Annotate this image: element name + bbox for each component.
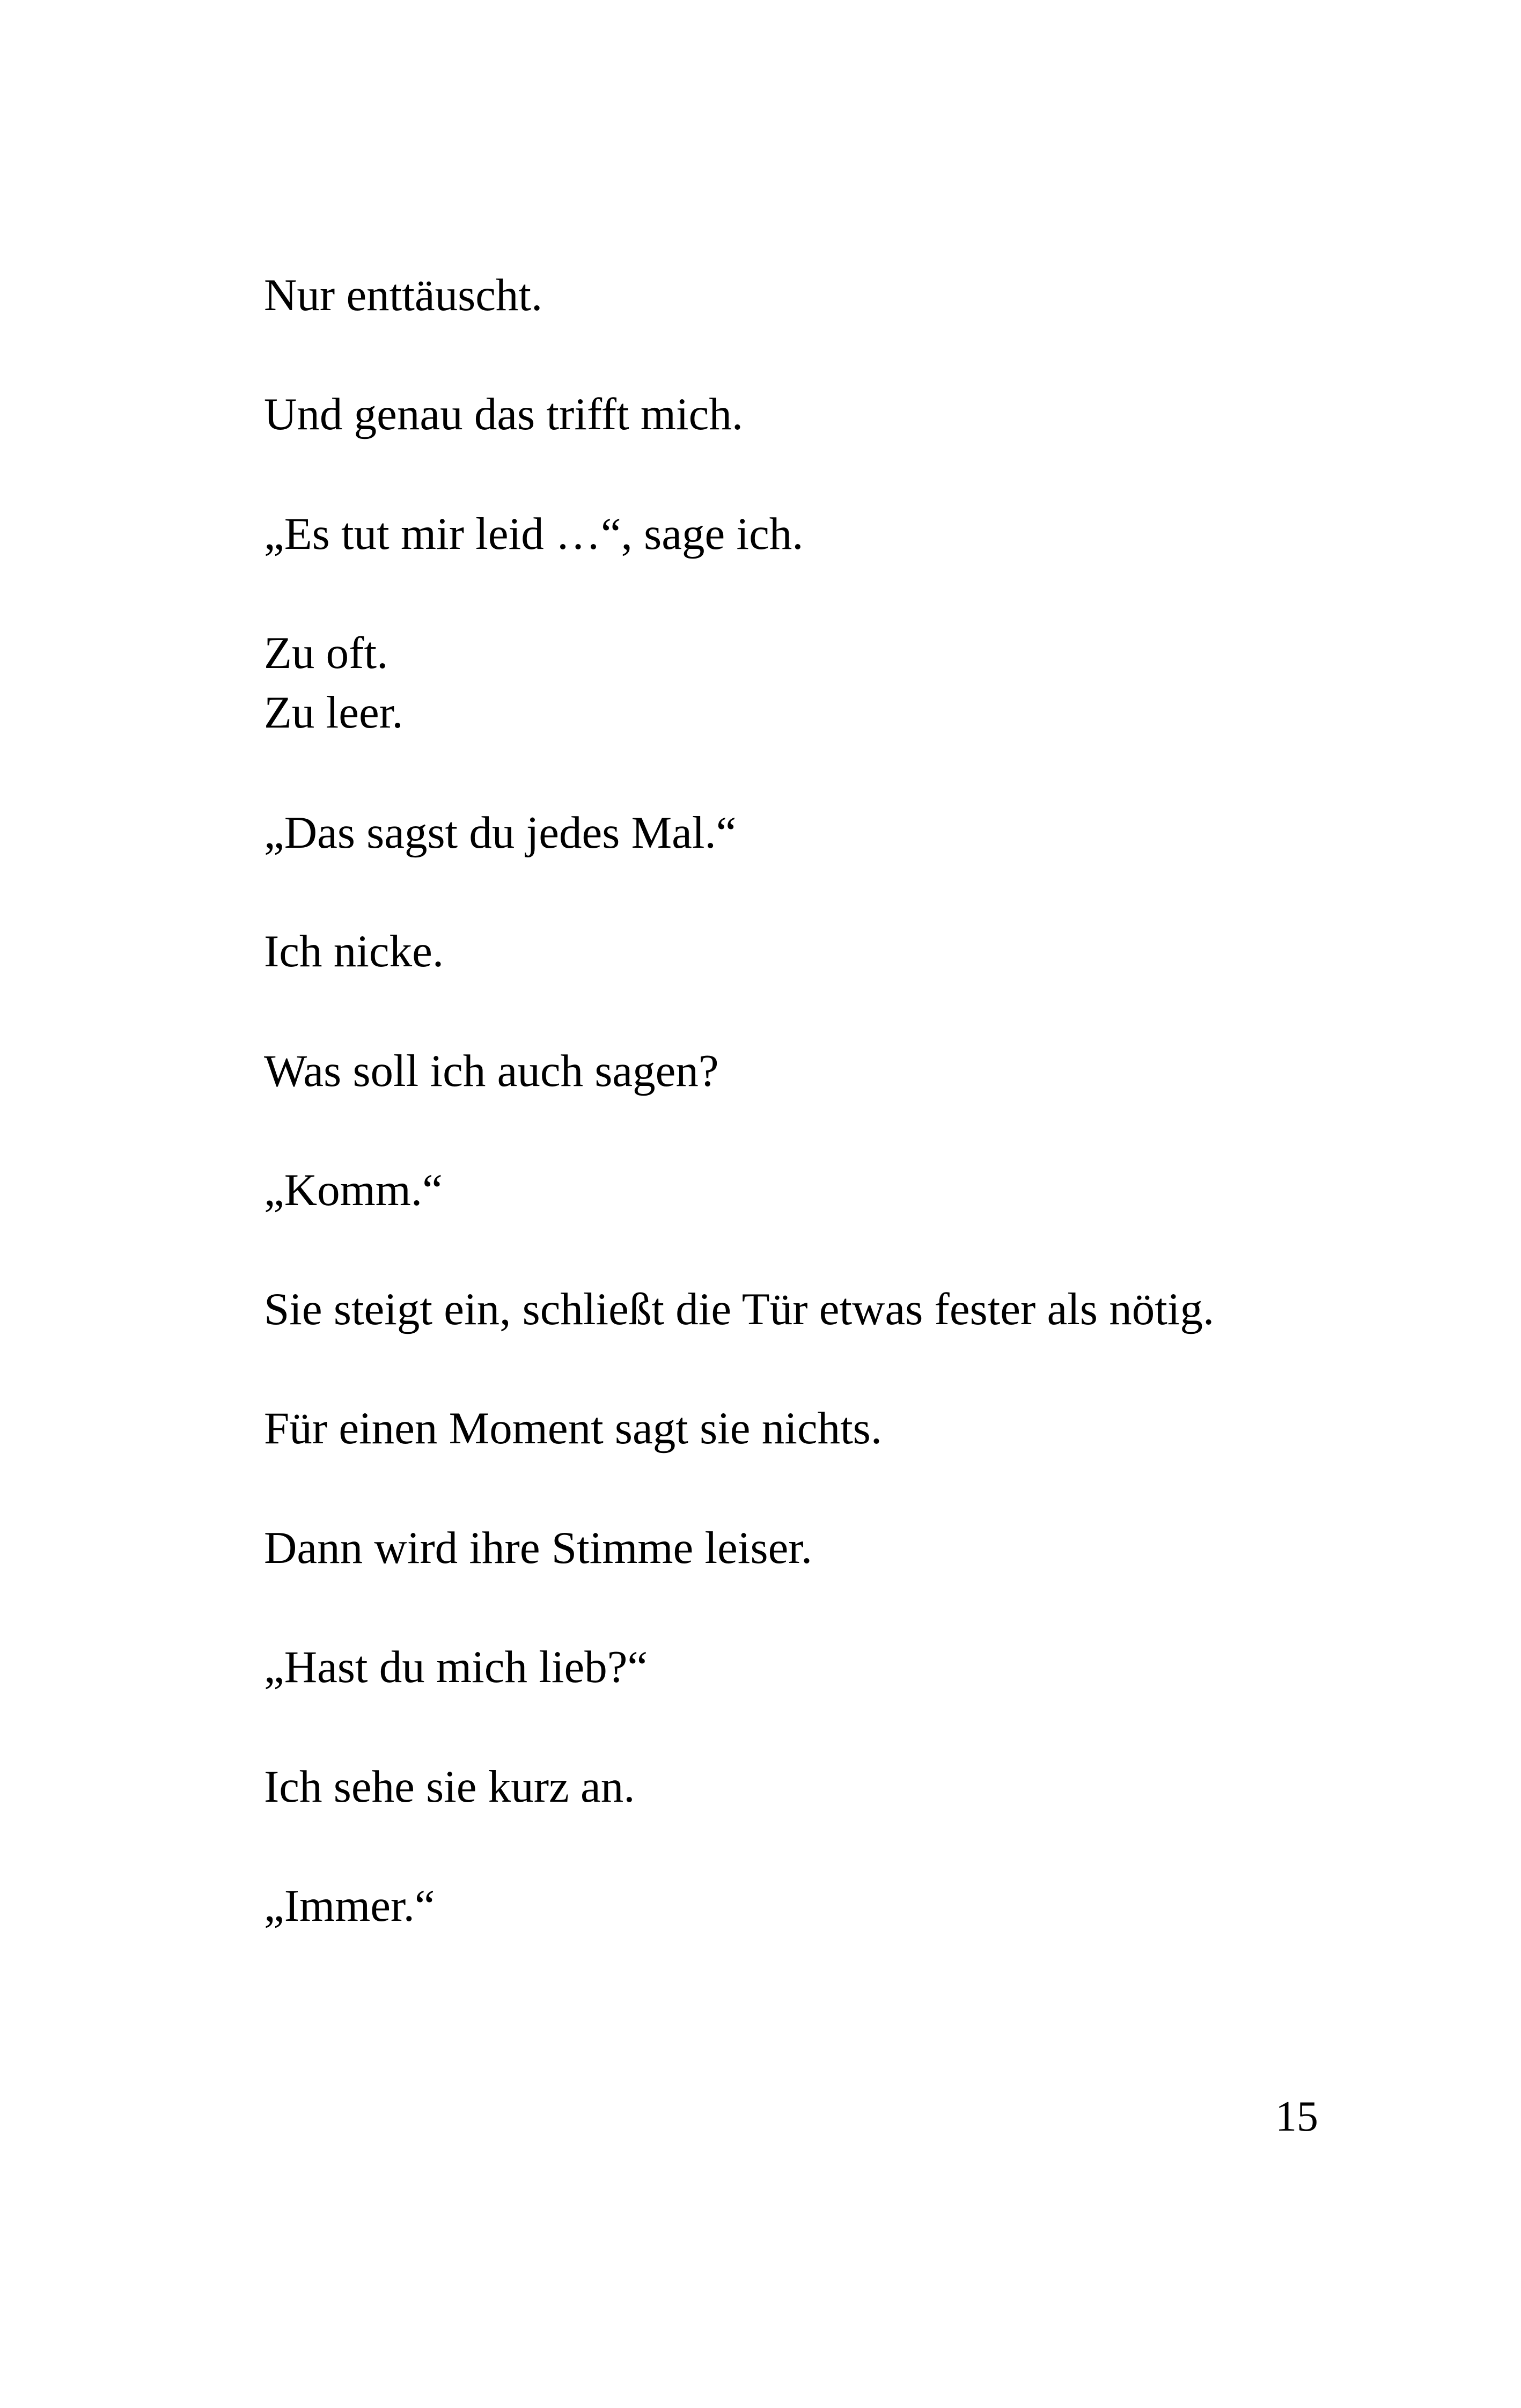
text-line: „Es tut mir leid …“, sage ich.	[264, 509, 804, 559]
text-line: Zu oft.	[264, 628, 388, 678]
text-line: „Das sagst du jedes Mal.“	[264, 807, 737, 858]
text-line: „Komm.“	[264, 1165, 443, 1215]
text-line: Für einen Moment sagt sie nichts.	[264, 1403, 883, 1453]
page-number: 15	[1275, 2093, 1318, 2140]
text-line: „Immer.“	[264, 1881, 435, 1931]
text-line: Ich sehe sie kurz an.	[264, 1761, 635, 1812]
text-line: Was soll ich auch sagen?	[264, 1046, 719, 1096]
text-line: „Hast du mich lieb?“	[264, 1642, 648, 1692]
text-line: Sie steigt ein, schließt die Tür etwas fester als nötig.	[264, 1284, 1215, 1334]
text-line: Und genau das trifft mich.	[264, 389, 744, 439]
text-line: Dann wird ihre Stimme leiser.	[264, 1523, 813, 1573]
text-line: Ich nicke.	[264, 926, 444, 977]
text-line: Zu leer.	[264, 687, 403, 738]
text-line: Nur enttäuscht.	[264, 270, 543, 320]
